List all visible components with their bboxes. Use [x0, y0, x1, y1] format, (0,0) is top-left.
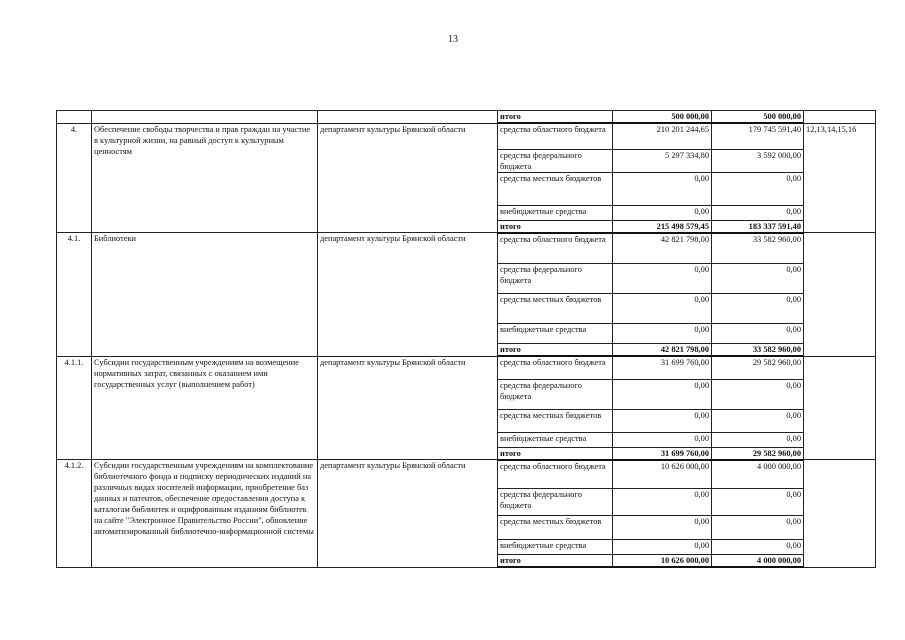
amount-cell: 0,00	[712, 264, 804, 294]
item-name: Обеспечение свободы творчества и прав граждан на участие в культурной жизни, на равный доступ к культурным ценностям	[92, 123, 318, 233]
item-executor: департамент культуры Брянской области	[318, 123, 498, 233]
amount-cell: 29 582 960,00	[712, 356, 804, 379]
amount-cell: 0,00	[712, 409, 804, 432]
source-label: средства федерального бюджета	[498, 149, 613, 172]
table-row-top-total	[57, 111, 876, 124]
source-label: средства федерального бюджета	[498, 264, 613, 294]
amount-cell: 0,00	[712, 205, 804, 220]
amount-cell: 0,00	[613, 264, 712, 294]
empty-cell	[804, 111, 876, 124]
item-name: Субсидии государственным учреждениям на комплектование библиотечного фонда и подписку периодических изданий на различных видах носителей информации, приобретение баз данных и патентов, обеспечение предоставления доступа к каталогам библиотек и оцифрованным изданиям библиотек на сайте "Электронное Правительство России", обновление автоматизированный библиотечно-информационной системы	[92, 460, 318, 568]
amount-cell: 31 699 760,00	[613, 356, 712, 379]
amount-cell: 0,00	[712, 516, 804, 540]
table-row	[57, 460, 876, 489]
source-label: средства федерального бюджета	[498, 489, 613, 516]
source-label: средства областного бюджета	[498, 233, 613, 264]
target-indicators	[804, 460, 876, 568]
source-label: внебюджетные средства	[498, 540, 613, 555]
source-label: средства местных бюджетов	[498, 409, 613, 432]
item-name: Библиотеки	[92, 233, 318, 357]
amount-cell: 3 592 000,00	[712, 149, 804, 172]
item-name: Субсидии государственным учреждениям на возмещение нормативных затрат, связанных с оказанием ими государственных услуг (выполнением работ)	[92, 356, 318, 460]
amount-cell: 215 498 579,45	[613, 220, 712, 233]
amount-cell: 10 626 000,00	[613, 460, 712, 489]
amount-cell: 0,00	[613, 379, 712, 409]
amount-cell: 0,00	[613, 516, 712, 540]
amount-cell: 0,00	[613, 489, 712, 516]
item-number: 4.	[57, 123, 92, 233]
budget-table	[56, 110, 876, 568]
source-label: внебюджетные средства	[498, 205, 613, 220]
amount-cell: 0,00	[712, 432, 804, 447]
target-indicators	[804, 233, 876, 357]
amount-cell: 31 699 760,00	[613, 447, 712, 460]
amount-cell: 0,00	[712, 379, 804, 409]
amount-cell: 0,00	[613, 540, 712, 555]
item-number: 4.1.	[57, 233, 92, 357]
table-row	[57, 123, 876, 149]
source-label: средства областного бюджета	[498, 123, 613, 149]
amount-cell: 5 297 334,80	[613, 149, 712, 172]
source-label: внебюджетные средства	[498, 432, 613, 447]
amount-cell: 179 745 591,40	[712, 123, 804, 149]
amount-cell: 210 201 244,65	[613, 123, 712, 149]
amount-cell: 42 821 798,00	[613, 233, 712, 264]
amount-cell: 10 626 000,00	[613, 555, 712, 568]
source-label: средства местных бюджетов	[498, 294, 613, 324]
source-label: итого	[498, 111, 613, 124]
source-label: внебюджетные средства	[498, 324, 613, 344]
item-executor: департамент культуры Брянской области	[318, 460, 498, 568]
amount-cell: 4 000 000,00	[712, 460, 804, 489]
source-label: итого	[498, 447, 613, 460]
amount-cell: 42 821 798,00	[613, 344, 712, 357]
amount-cell: 0,00	[712, 324, 804, 344]
amount-cell: 33 582 960,00	[712, 233, 804, 264]
source-label: средства областного бюджета	[498, 460, 613, 489]
amount-cell: 0,00	[712, 489, 804, 516]
amount-cell: 0,00	[613, 294, 712, 324]
empty-cell	[92, 111, 318, 124]
amount-cell: 4 000 000,00	[712, 555, 804, 568]
source-label: итого	[498, 220, 613, 233]
amount-cell: 0,00	[712, 540, 804, 555]
amount-cell: 0,00	[613, 324, 712, 344]
empty-cell	[57, 111, 92, 124]
amount-cell: 500 000,00	[613, 111, 712, 124]
item-executor: департамент культуры Брянской области	[318, 356, 498, 460]
page-number: 13	[448, 34, 458, 45]
amount-cell: 29 582 960,00	[712, 447, 804, 460]
table-row	[57, 233, 876, 264]
source-label: средства областного бюджета	[498, 356, 613, 379]
table-row	[57, 356, 876, 379]
amount-cell: 0,00	[613, 432, 712, 447]
target-indicators	[804, 356, 876, 460]
amount-cell: 0,00	[712, 172, 804, 205]
item-number: 4.1.2.	[57, 460, 92, 568]
empty-cell	[318, 111, 498, 124]
source-label: средства местных бюджетов	[498, 172, 613, 205]
amount-cell: 500 000,00	[712, 111, 804, 124]
amount-cell: 0,00	[613, 205, 712, 220]
source-label: итого	[498, 344, 613, 357]
amount-cell: 0,00	[613, 409, 712, 432]
source-label: средства местных бюджетов	[498, 516, 613, 540]
item-number: 4.1.1.	[57, 356, 92, 460]
item-executor: департамент культуры Брянской области	[318, 233, 498, 357]
amount-cell: 0,00	[712, 294, 804, 324]
source-label: итого	[498, 555, 613, 568]
source-label: средства федерального бюджета	[498, 379, 613, 409]
target-indicators: 12,13,14,15,16	[804, 123, 876, 233]
amount-cell: 0,00	[613, 172, 712, 205]
amount-cell: 33 582 960,00	[712, 344, 804, 357]
amount-cell: 183 337 591,40	[712, 220, 804, 233]
